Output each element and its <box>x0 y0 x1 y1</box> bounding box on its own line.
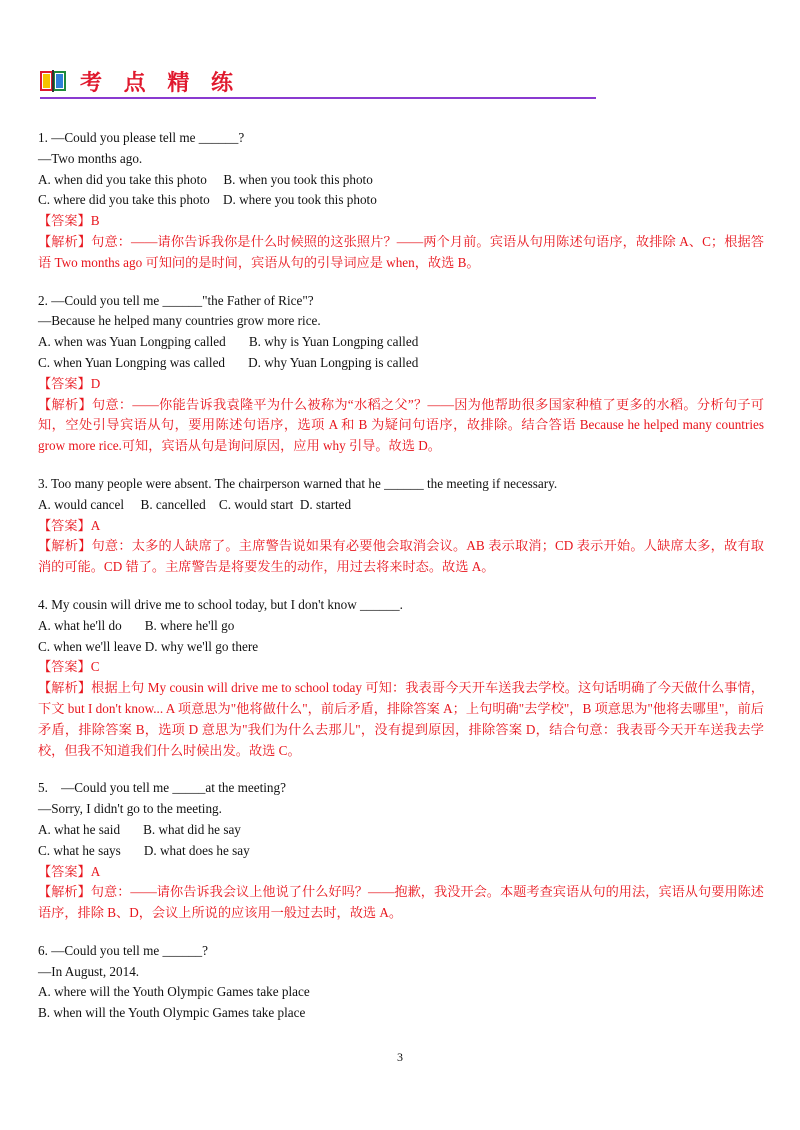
option-row: C. when Yuan Longping was called D. why Yuan Longping is called <box>38 354 419 370</box>
option-row: A. what he said B. what did he say <box>38 821 241 837</box>
section-title: 考 点 精 练 <box>80 71 240 96</box>
question-stem: 1. —Could you please tell me ______? <box>38 130 245 145</box>
question-reply: —Because he helped many countries grow more rice. <box>38 313 321 329</box>
question-stem: 5. —Could you tell me _____at the meeting? <box>38 780 286 796</box>
question-stem: 4. My cousin will drive me to school today, but I don't know ______. <box>38 596 403 612</box>
option-row: A. what he'll do B. where he'll go <box>38 617 235 633</box>
option-row: C. where did you take this photo D. where you took this photo <box>38 192 377 208</box>
header-divider <box>40 97 596 99</box>
option-row: A. where will the Youth Olympic Games take place <box>38 984 310 1000</box>
option-row: C. what he says D. what does he say <box>38 842 250 858</box>
option-row: A. when was Yuan Longping called B. why is Yuan Longping called <box>38 334 419 350</box>
question-1 <box>38 128 764 274</box>
question-stem: 2. —Could you tell me ______"the Father of Rice"? <box>38 292 314 308</box>
question-5 <box>38 778 764 924</box>
answer-line: 【答案】D <box>38 375 101 391</box>
question-stem: 3. Too many people were absent. The chairperson warned that he ______ the meeting if necessary. <box>38 475 558 491</box>
exercise-list <box>38 128 764 1041</box>
question-4 <box>38 595 764 761</box>
question-6 <box>38 941 764 1024</box>
book-icon <box>40 68 66 94</box>
answer-line: 【答案】C <box>38 659 100 675</box>
question-reply: —In August, 2014. <box>38 963 140 979</box>
section-header <box>40 66 596 102</box>
question-2 <box>38 291 764 457</box>
option-row: A. would cancel B. cancelled C. would start D. started <box>38 496 352 512</box>
question-stem: 6. —Could you tell me ______? <box>38 942 208 958</box>
explanation: 【解析】句意：——请你告诉我会议上他说了什么好吗？——抱歉，我没开会。本题考查宾语从句的用法，宾语从句要用陈述语序，排除 B、D，会议上所说的应该用一般过去时，故选 A。 <box>38 884 764 921</box>
page-number: 3 <box>397 1050 403 1064</box>
explanation: 【解析】句意：太多的人缺席了。主席警告说如果有必要他会取消会议。AB 表示取消；CD 表示开始。人缺席太多，故有取消的可能。CD 错了。主席警告是将要发生的动作，用过去将来时态。故选 A。 <box>38 538 764 575</box>
question-reply: —Sorry, I didn't go to the meeting. <box>38 801 222 817</box>
option-row: B. when will the Youth Olympic Games take place <box>38 1005 306 1021</box>
answer-line: 【答案】A <box>38 517 101 533</box>
answer-line: 【答案】B <box>38 213 100 229</box>
question-3 <box>38 474 764 578</box>
explanation: 【解析】句意：——请你告诉我你是什么时候照的这张照片？——两个月前。宾语从句用陈述句语序，故排除 A、C；根据答语 Two months ago 可知问的是时间，宾语从句的引导词应是 when，故选 B。 <box>38 233 764 270</box>
option-row: C. when we'll leave D. why we'll go there <box>38 638 259 654</box>
option-row: A. when did you take this photo B. when you took this photo <box>38 171 373 187</box>
answer-line: 【答案】A <box>38 863 101 879</box>
explanation: 【解析】句意：——你能告诉我袁隆平为什么被称为“水稻之父”？——因为他帮助很多国家种植了更多的水稻。分析句子可知，空处引导宾语从句，要用陈述句语序，选项 A 和 B 为疑问句语序，故排除。结合答语 Because he helped many countries grow more rice.可知，宾语从句是询问原因，应用 why 引导。故选 D。 <box>38 396 764 454</box>
explanation: 【解析】根据上句 My cousin will drive me to school today 可知：我表哥今天开车送我去学校。这句话明确了今天做什么事情，下文 but I don't know... A 项意思为"他将做什么"，前后矛盾，排除答案 A；上句明确"去学校"，B 项意思为"他将去哪里"，前后矛盾，排除答案 B，选项 D 意思为"我们为什么去那儿"，没有提到原因，排除答案 D，结合句意：我表哥今天开车送我去学校，但我不知道我们什么时候出发。故选 C。 <box>38 680 764 758</box>
question-reply: —Two months ago. <box>38 150 143 166</box>
